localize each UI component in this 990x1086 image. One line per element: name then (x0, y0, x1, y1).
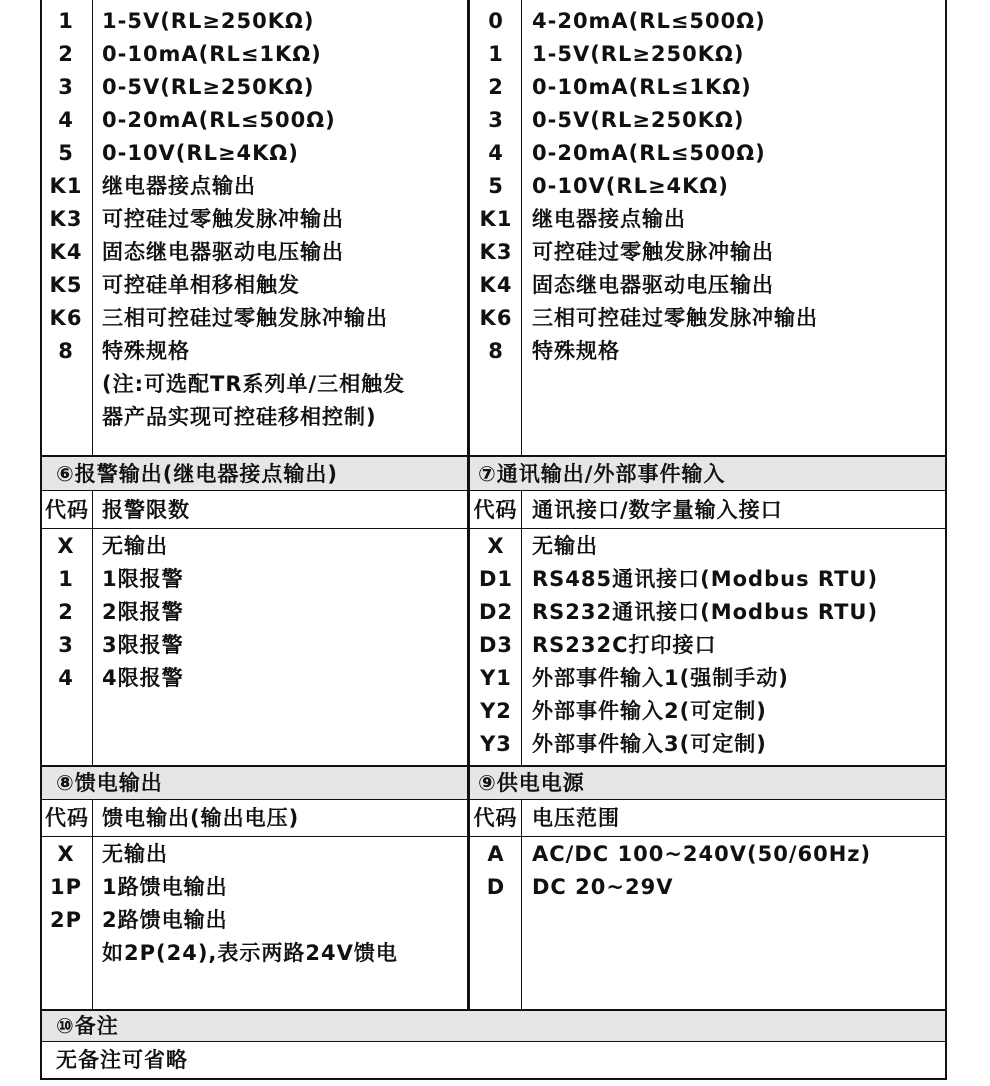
desc-cell: 1-5V(RL≥250KΩ) (102, 9, 315, 33)
section-title-6: ⑥报警输出(继电器接点输出) (56, 462, 338, 486)
desc-cell: 0-10mA(RL≤1KΩ) (102, 42, 322, 66)
divider (42, 836, 945, 837)
desc-cell: 无输出 (102, 534, 168, 558)
code-cell: K6 (49, 306, 83, 330)
divider (42, 1041, 945, 1042)
code-cell: Y1 (480, 666, 512, 690)
desc-cell: 0-20mA(RL≤500Ω) (102, 108, 336, 132)
section-title-8: ⑧馈电输出 (56, 771, 163, 795)
code-cell: 0 (488, 9, 504, 33)
desc-cell: 无输出 (102, 842, 168, 866)
desc-cell: 3限报警 (102, 633, 184, 657)
desc-cell: 特殊规格 (102, 339, 190, 363)
column-header-code: 代码 (45, 498, 89, 522)
code-cell: K4 (49, 240, 83, 264)
code-cell: D (486, 875, 506, 899)
desc-cell: 1限报警 (102, 567, 184, 591)
section-title-7: ⑦通讯输出/外部事件输入 (478, 462, 726, 486)
divider (467, 765, 470, 800)
desc-cell: 外部事件输入3(可定制) (532, 732, 767, 756)
desc-cell: 外部事件输入2(可定制) (532, 699, 767, 723)
desc-cell: 外部事件输入1(强制手动) (532, 666, 789, 690)
desc-cell: 可控硅单相移相触发 (102, 273, 300, 297)
divider (42, 799, 945, 800)
code-cell: Y3 (480, 732, 512, 756)
desc-cell: 2限报警 (102, 600, 184, 624)
code-cell: K1 (49, 174, 83, 198)
code-cell: 8 (58, 339, 74, 363)
divider (92, 0, 93, 455)
desc-cell: 继电器接点输出 (532, 207, 686, 231)
column-header-desc: 报警限数 (102, 498, 190, 522)
code-cell: 4 (58, 108, 74, 132)
desc-cell: RS232C打印接口 (532, 633, 717, 657)
desc-cell: 4-20mA(RL≤500Ω) (532, 9, 766, 33)
remark-text: 无备注可省略 (56, 1048, 188, 1072)
desc-cell: 如2P(24),表示两路24V馈电 (102, 941, 398, 965)
desc-cell: 0-5V(RL≥250KΩ) (102, 75, 315, 99)
code-cell: K6 (479, 306, 513, 330)
desc-cell: 可控硅过零触发脉冲输出 (102, 207, 344, 231)
code-cell: X (487, 534, 505, 558)
code-cell: 8 (488, 339, 504, 363)
section-title-9: ⑨供电电源 (478, 771, 585, 795)
code-cell: K4 (479, 273, 513, 297)
divider (42, 528, 945, 529)
code-cell: X (57, 842, 75, 866)
column-header-code: 代码 (473, 498, 518, 522)
desc-cell: 1-5V(RL≥250KΩ) (532, 42, 745, 66)
desc-cell: 0-20mA(RL≤500Ω) (532, 141, 766, 165)
desc-cell: 0-10V(RL≥4KΩ) (532, 174, 729, 198)
code-cell: K3 (479, 240, 513, 264)
code-cell: 4 (58, 666, 74, 690)
divider (467, 455, 470, 490)
note-line: 器产品实现可控硅移相控制) (102, 405, 377, 429)
section-title-10: ⑩备注 (56, 1014, 119, 1038)
code-cell: D2 (478, 600, 514, 624)
code-cell: 5 (58, 141, 74, 165)
desc-cell: 固态继电器驱动电压输出 (532, 273, 774, 297)
desc-cell: 三相可控硅过零触发脉冲输出 (102, 306, 388, 330)
column-header-code: 代码 (473, 806, 518, 830)
desc-cell: 0-5V(RL≥250KΩ) (532, 108, 745, 132)
desc-cell: RS232通讯接口(Modbus RTU) (532, 600, 879, 624)
divider (42, 490, 945, 491)
desc-cell: 三相可控硅过零触发脉冲输出 (532, 306, 818, 330)
desc-cell: 继电器接点输出 (102, 174, 256, 198)
spec-table (40, 0, 947, 1080)
code-cell: X (57, 534, 75, 558)
code-cell: Y2 (480, 699, 512, 723)
code-cell: K5 (49, 273, 83, 297)
divider (521, 799, 522, 1010)
desc-cell: 1路馈电输出 (102, 875, 228, 899)
code-cell: D1 (478, 567, 514, 591)
desc-cell: 0-10mA(RL≤1KΩ) (532, 75, 752, 99)
code-cell: 1 (58, 567, 74, 591)
desc-cell: 特殊规格 (532, 339, 620, 363)
desc-cell: 4限报警 (102, 666, 184, 690)
note-line: (注:可选配TR系列单/三相触发 (102, 372, 406, 396)
code-cell: 4 (488, 141, 504, 165)
divider (521, 0, 522, 455)
code-cell: 5 (488, 174, 504, 198)
code-cell: D3 (478, 633, 514, 657)
code-cell: 3 (488, 108, 504, 132)
code-cell: 3 (58, 75, 74, 99)
code-cell: A (487, 842, 505, 866)
section-header-bg (42, 1011, 945, 1041)
code-cell: 2 (488, 75, 504, 99)
desc-cell: 0-10V(RL≥4KΩ) (102, 141, 299, 165)
code-cell: 2 (58, 600, 74, 624)
desc-cell: RS485通讯接口(Modbus RTU) (532, 567, 879, 591)
divider (521, 490, 522, 766)
desc-cell: 无输出 (532, 534, 598, 558)
desc-cell: 固态继电器驱动电压输出 (102, 240, 344, 264)
code-cell: 1 (58, 9, 74, 33)
code-cell: 1P (49, 875, 82, 899)
column-header-desc: 通讯接口/数字量输入接口 (532, 498, 783, 522)
code-cell: K3 (49, 207, 83, 231)
code-cell: 1 (488, 42, 504, 66)
column-header-code: 代码 (45, 806, 89, 830)
code-cell: 3 (58, 633, 74, 657)
code-cell: K1 (479, 207, 513, 231)
code-cell: 2P (49, 908, 82, 932)
divider (92, 799, 93, 1010)
code-cell: 2 (58, 42, 74, 66)
desc-cell: 2路馈电输出 (102, 908, 228, 932)
desc-cell: AC/DC 100~240V(50/60Hz) (532, 842, 872, 866)
divider (92, 490, 93, 766)
desc-cell: 可控硅过零触发脉冲输出 (532, 240, 774, 264)
column-header-desc: 电压范围 (532, 806, 620, 830)
desc-cell: DC 20~29V (532, 875, 674, 899)
column-header-desc: 馈电输出(输出电压) (102, 806, 300, 830)
